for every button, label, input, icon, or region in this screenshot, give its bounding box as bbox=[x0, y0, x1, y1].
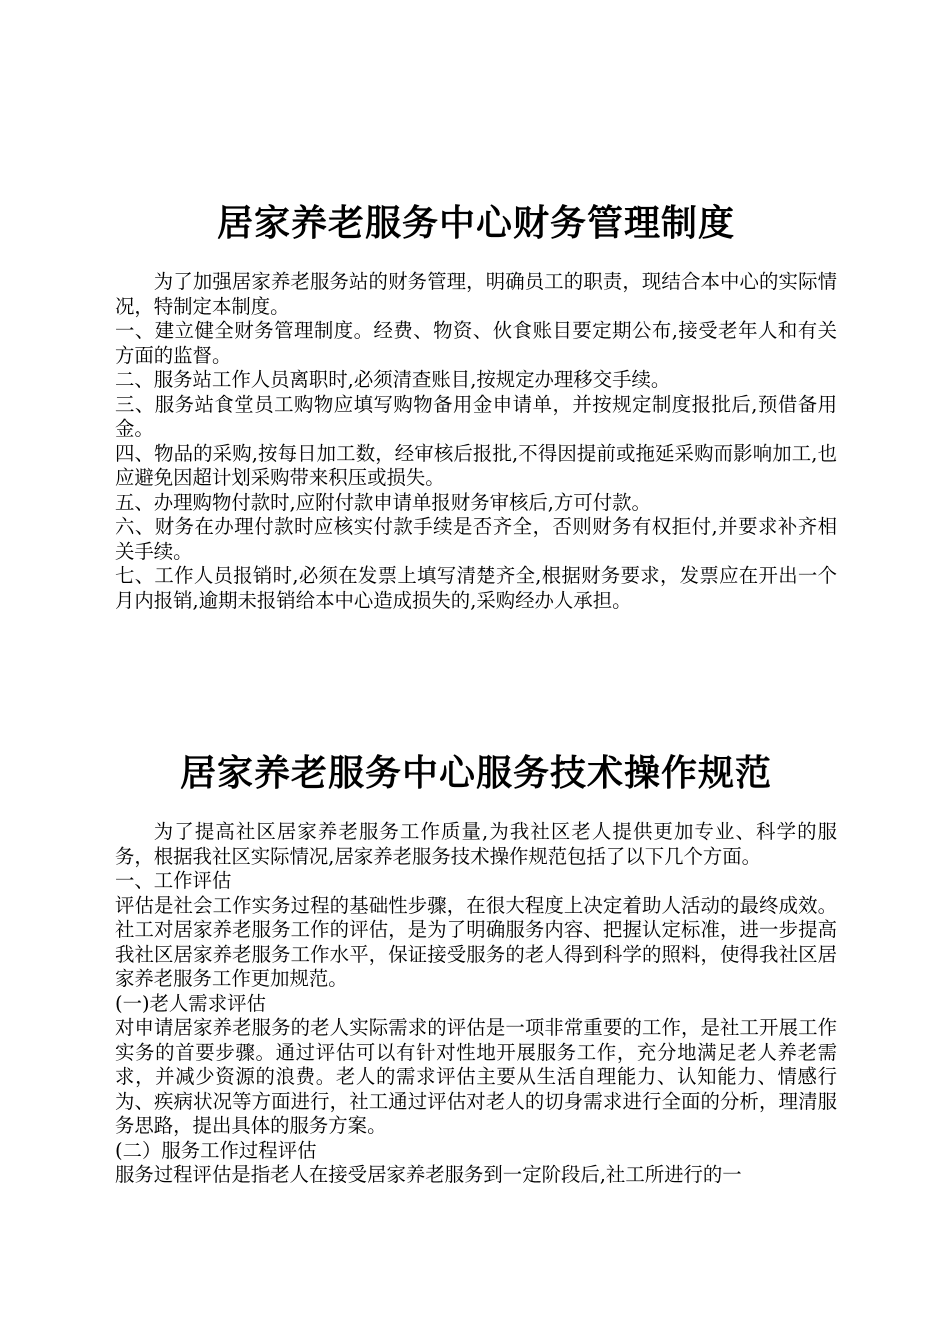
document-title: 居家养老服务中心财务管理制度 bbox=[216, 203, 735, 244]
subsection-heading: (一)老人需求评估 bbox=[115, 991, 266, 1015]
rule-item: 一、建立健全财务管理制度。经费、物资、伙食账目要定期公布,接受老年人和有关方面的监督。 bbox=[115, 319, 837, 367]
body-paragraph: 评估是社会工作实务过程的基础性步骤，在很大程度上决定着助人活动的最终成效。社工对居家养老服务工作的评估，是为了明确服务内容、把握认定标准，进一步提高我社区居家养老服务工作水平，保证接受服务的老人得到科学的照料，使得我社区居家养老服务工作更加规范。 bbox=[115, 893, 837, 990]
body-paragraph: 对申请居家养老服务的老人实际需求的评估是一项非常重要的工作，是社工开展工作实务的首要步骤。通过评估可以有针对性地开展服务工作，充分地满足老人养老需求，并减少资源的浪费。老人的需求评估主要从生活自理能力、认知能力、情感行为、疾病状况等方面进行，社工通过评估对老人的切身需求进行全面的分析，理清服务思路，提出具体的服务方案。 bbox=[115, 1016, 837, 1137]
rule-item: 三、服务站食堂员工购物应填写购物备用金申请单，并按规定制度报批后,预借备用金。 bbox=[115, 392, 837, 440]
rule-item: 六、财务在办理付款时应核实付款手续是否齐全，否则财务有权拒付,并要求补齐相关手续。 bbox=[115, 515, 837, 563]
rule-item: 五、办理购物付款时,应附付款申请单报财务审核后,方可付款。 bbox=[115, 490, 651, 514]
intro-paragraph: 为了加强居家养老服务站的财务管理，明确员工的职责，现结合本中心的实际情况，特制定本制度。 bbox=[115, 270, 837, 318]
rule-item: 七、工作人员报销时,必须在发票上填写清楚齐全,根据财务要求，发票应在开出一个月内报销,逾期未报销给本中心造成损失的,采购经办人承担。 bbox=[115, 564, 837, 612]
section-heading: 一、工作评估 bbox=[115, 869, 232, 892]
rule-item: 二、服务站工作人员离职时,必须清查账目,按规定办理移交手续。 bbox=[115, 368, 671, 391]
rule-item: 四、物品的采购,按每日加工数，经审核后报批,不得因提前或拖延采购而影响加工,也应避免因超计划采购带来积压或损失。 bbox=[115, 441, 837, 489]
financial-management-section bbox=[115, 198, 837, 613]
body-paragraph: 服务过程评估是指老人在接受居家养老服务到一定阶段后,社工所进行的一 bbox=[115, 1163, 742, 1186]
subsection-heading: (二）服务工作过程评估 bbox=[115, 1138, 317, 1162]
service-technique-section bbox=[115, 748, 837, 1188]
intro-paragraph: 为了提高社区居家养老服务工作质量,为我社区老人提供更加专业、科学的服务，根据我社区实际情况,居家养老服务技术操作规范包括了以下几个方面。 bbox=[115, 820, 837, 868]
document-title: 居家养老服务中心服务技术操作规范 bbox=[179, 753, 772, 794]
